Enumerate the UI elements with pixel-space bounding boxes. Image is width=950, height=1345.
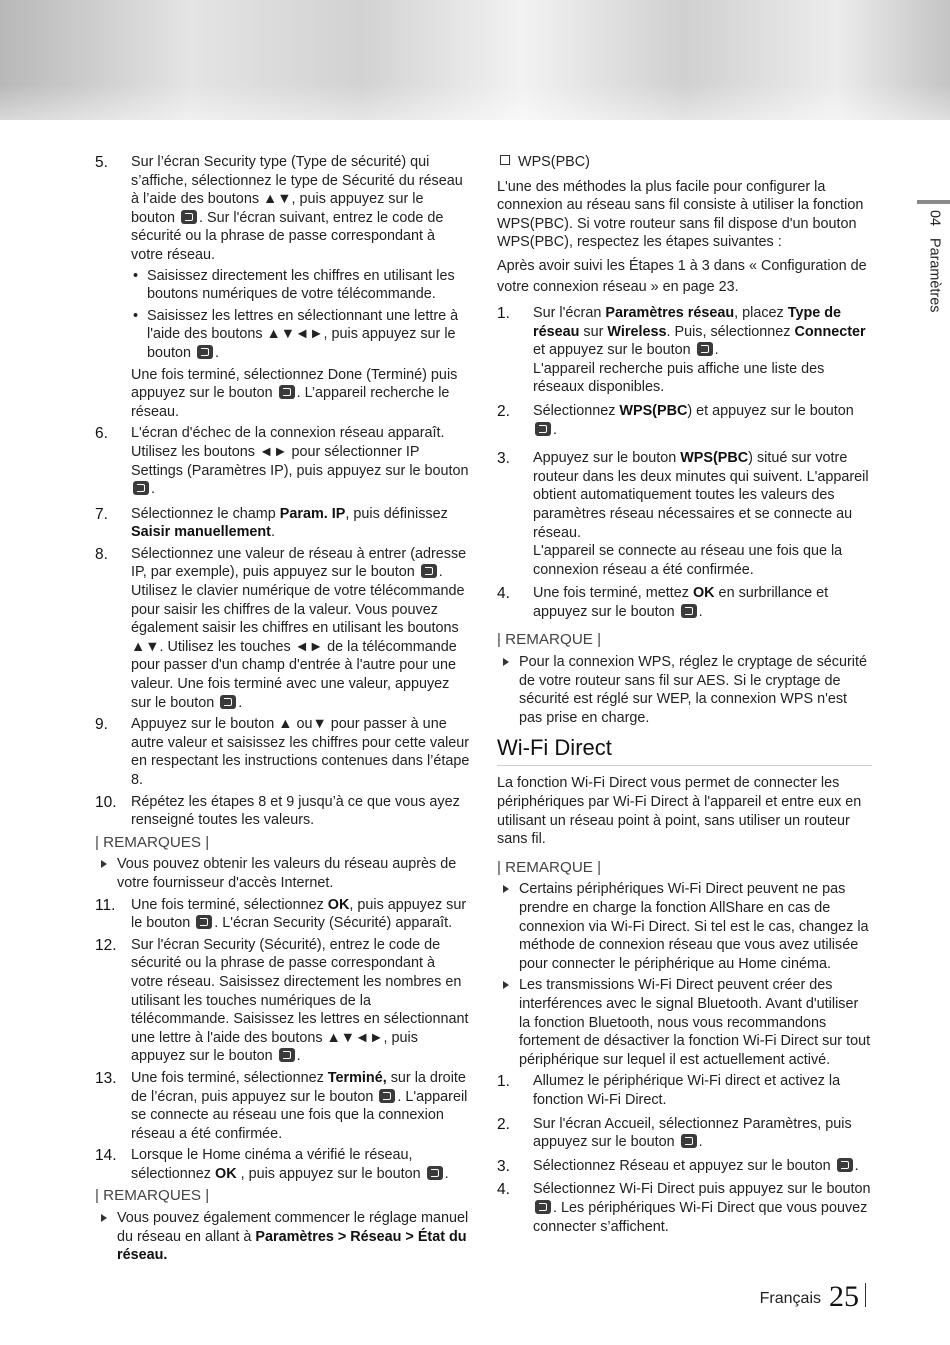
step-number: 3. (497, 450, 510, 468)
step-text: Allumez le périphérique Wi-Fi direct et activez la fonction Wi-Fi Direct. (533, 1073, 841, 1108)
chapter-number: 04 (926, 210, 943, 227)
step-text: . L'appareil se connecte au réseau une fois que la connexion réseau a été confirmée. (131, 1088, 468, 1142)
step-text: . L'écran Security (Sécurité) apparaît. (214, 915, 453, 932)
step-text: . (698, 603, 703, 620)
chapter-title: Paramètres (926, 238, 943, 313)
page-number: 25 (829, 1280, 859, 1313)
bullet-text: . (215, 344, 220, 361)
step-text: ) situé sur votre routeur dans les deux minutes qui suivent. L'appareil obtient automatiquement toutes les valeurs des paramètres réseau nécessaires et se connecte au réseau. (533, 450, 869, 541)
step-number: 4. (497, 585, 510, 603)
note-item: Vous pouvez obtenir les valeurs du réseau auprès de votre fournisseur d'accès Internet. (95, 855, 470, 892)
step-text: . (270, 524, 275, 541)
wps-prerequisite: Après avoir suivi les Étapes 1 à 3 dans « Configuration de votre connexion réseau » en page 23. (497, 257, 867, 295)
note-item: Les transmissions Wi-Fi Direct peuvent créer des interférences avec le signal Bluetooth. Avant d'utiliser la fonction Bluetooth, nous vous recommandons fortement de désactiver la fonction Wi-Fi Direct sur tout périphérique sur lequel il est actuellement activé. (497, 976, 872, 1069)
note-text-bold: Paramètres > Réseau > État du réseau. (117, 1228, 467, 1264)
wifi-step-1 (497, 1072, 872, 1109)
step-text: . (854, 1157, 859, 1174)
enter-button-icon (279, 1048, 295, 1062)
step-number: 12. (95, 936, 117, 954)
step-text: Sélectionnez Réseau et appuyez sur le bouton (533, 1157, 831, 1174)
enter-button-icon (197, 345, 213, 359)
step-text-bold: Paramètres réseau (605, 304, 735, 321)
step-text: et appuyez sur le bouton (533, 342, 691, 359)
step-9 (95, 715, 470, 789)
step-6 (95, 424, 470, 498)
step-text: Sur l’écran Security type (Type de sécurité) qui s’affiche, sélectionnez le type de Sécurité du réseau à l’aide des boutons ▲▼, puis appuyez sur le bouton (131, 154, 463, 226)
enter-button-icon (133, 481, 149, 495)
enter-button-icon (421, 564, 437, 578)
wps-heading (497, 153, 872, 172)
note-heading: | REMARQUE | (497, 631, 602, 649)
step-text: sur la droite de l’écran, puis appuyez sur le bouton (131, 1069, 466, 1105)
step-text: Appuyez sur le bouton ▲ ou▼ pour passer à une autre valeur et saisissez les chiffres pour cette valeur en respectant les instructions contenues dans l’étape 8. (131, 716, 470, 788)
wps-step-2 (497, 402, 872, 439)
wps-intro: L'une des méthodes la plus facile pour configurer la connexion au réseau sans fil consiste à utiliser la fonction WPS(PBC). Si votre routeur sans fil dispose d'un bouton WPS(PBC), respectez les étapes suivantes : (497, 178, 864, 251)
step-text: Une fois terminé, sélectionnez (131, 896, 328, 913)
step-text: , puis appuyez sur le bouton (236, 1165, 421, 1182)
wifi-direct-title: Wi-Fi Direct (497, 735, 872, 766)
step-text: L'appareil recherche puis affiche une liste des réseaux disponibles. (533, 360, 825, 396)
left-column (95, 153, 470, 1268)
step-text-bold: WPS(PBC (680, 450, 749, 467)
wifi-direct-intro: La fonction Wi-Fi Direct vous permet de connecter les périphériques par Wi-Fi Direct à l'appareil et entre eux en utilisant un réseau point à point, sans utiliser un routeur sans fil. (497, 775, 862, 848)
step-text-bold: Terminé, (327, 1069, 387, 1086)
step-text: Sur l'écran (533, 304, 606, 321)
step-number: 7. (95, 505, 108, 523)
step-text: . (698, 1134, 703, 1151)
step-text: Sélectionnez le champ (131, 505, 280, 522)
step-text: . Sur l'écran suivant, entrez le code de sécurité ou la phrase de passe correspondant à votre réseau. (131, 209, 444, 263)
step-12 (95, 936, 470, 1066)
step-text: Lorsque le Home cinéma a vérifié le réseau, sélectionnez (131, 1147, 413, 1182)
enter-button-icon (837, 1158, 853, 1172)
enter-button-icon (697, 342, 713, 356)
step-text: , puis appuyez sur le bouton (131, 896, 467, 932)
step-text-bold: Param. IP (279, 505, 346, 522)
enter-button-icon (535, 1200, 551, 1214)
step-text: L'appareil se connecte au réseau une fois que la connexion réseau a été confirmée. (533, 543, 843, 578)
enter-button-icon (379, 1089, 395, 1103)
step-8 (95, 545, 470, 712)
note-heading: | REMARQUE | (497, 858, 602, 876)
step-number: 6. (95, 425, 108, 443)
enter-button-icon (220, 695, 236, 709)
step-text: . Utilisez le clavier numérique de votre télécommande pour saisir les chiffres de la valeur. Vous pouvez également saisir les chiffres en utilisant les boutons ▲▼. Utilisez les touches ◄► de la télécommande pour passer d'un champ d'entrée à l'autre pour une valeur. Une fois terminé avec une valeur, appuyez sur le bouton (131, 564, 465, 711)
step-7 (95, 505, 470, 542)
step-number: 1. (497, 304, 510, 322)
step-text: sur (579, 323, 608, 340)
step-text: . Les périphériques Wi-Fi Direct que vous pouvez connecter s’affichent. (533, 1199, 868, 1235)
step-number: 8. (95, 545, 108, 563)
step-number: 14. (95, 1147, 117, 1165)
wps-step-3 (497, 449, 872, 579)
right-column (497, 153, 872, 1239)
enter-button-icon (279, 385, 295, 399)
step-text: Sur l'écran Accueil, sélectionnez Paramètres, puis appuyez sur le bouton (533, 1115, 852, 1151)
step-text: . (444, 1165, 449, 1182)
note-item: Pour la connexion WPS, réglez le cryptage de sécurité de votre routeur sans fil sur AES. Si le cryptage de sécurité est réglé sur WEP, la connexion WPS n'est pas prise en charge. (497, 653, 872, 727)
step-text: L'écran d'échec de la connexion réseau apparaît. Utilisez les boutons ◄► pour sélectionner IP Settings (Paramètres IP), puis appuyez sur le bouton (131, 425, 469, 479)
step-text: . L’appareil recherche le réseau. (131, 385, 450, 420)
checkbox-icon (500, 155, 510, 165)
step-text: . Puis, sélectionnez (666, 323, 795, 340)
step-number: 4. (497, 1181, 510, 1199)
wps-step-4 (497, 584, 872, 621)
enter-button-icon (681, 1134, 697, 1148)
bullet-text: Saisissez les lettres en sélectionnant une lettre à l'aide des boutons ▲▼◄►, puis appuyez sur le bouton (147, 307, 459, 361)
step-text-bold: OK (215, 1165, 237, 1182)
step-text: Une fois terminé, mettez (533, 585, 693, 602)
step-text: Une fois terminé, sélectionnez Done (Terminé) puis appuyez sur le bouton (131, 366, 458, 402)
enter-button-icon (181, 210, 197, 224)
step-number: 3. (497, 1157, 510, 1175)
step-text: Sur l'écran Security (Sécurité), entrez le code de sécurité ou la phrase de passe correspondant à votre réseau. Saisissez directement les nombres en utilisant les touches numériques de la télécommande. Saisissez les lettres en sélectionnant une lettre à l'aide des boutons ▲▼◄►, puis appuyez sur le bouton (131, 936, 469, 1065)
step-14 (95, 1146, 470, 1183)
enter-button-icon (681, 604, 697, 618)
step-text: , puis définissez (345, 505, 448, 522)
step-text: Sélectionnez Wi-Fi Direct puis appuyez sur le bouton (533, 1181, 871, 1198)
page-footer (760, 1277, 866, 1313)
chapter-tab (917, 200, 950, 340)
step-text: . (238, 694, 243, 711)
step-text: ) et appuyez sur le bouton (687, 402, 854, 419)
step-number: 10. (95, 793, 117, 811)
wps-step-1 (497, 304, 872, 397)
step-text-bold: Connecter (794, 323, 866, 340)
step-text: Une fois terminé, sélectionnez (131, 1069, 328, 1086)
header-banner (0, 0, 950, 120)
notes-heading: | REMARQUES | (95, 833, 210, 851)
step-5 (95, 153, 470, 421)
bullet-item (131, 267, 470, 304)
bullet-text: Saisissez directement les chiffres en utilisant les boutons numériques de votre télécommande. (147, 267, 455, 303)
step-text: . (296, 1048, 301, 1065)
step-text-bold: OK (327, 896, 350, 913)
enter-button-icon (196, 915, 212, 929)
bullet-item (131, 307, 470, 363)
step-text: . (714, 342, 719, 359)
step-text-bold: OK (692, 585, 715, 602)
wifi-step-4 (497, 1180, 872, 1236)
step-number: 11. (95, 896, 116, 914)
enter-button-icon (427, 1166, 443, 1180)
wifi-step-3 (497, 1157, 872, 1176)
chapter-tab-bar (917, 200, 950, 204)
note-item (95, 1209, 470, 1265)
step-text: , placez (734, 304, 788, 321)
wifi-step-2 (497, 1115, 872, 1152)
step-text: Appuyez sur le bouton (533, 450, 681, 467)
step-number: 9. (95, 716, 108, 734)
enter-button-icon (535, 422, 551, 436)
step-text: en surbrillance et appuyez sur le bouton (533, 585, 829, 620)
note-item: Certains périphériques Wi-Fi Direct peuvent ne pas prendre en charge la fonction AllShare en cas de connexion via Wi-Fi Direct. Si tel est le cas, changez la méthode de connexion réseau que vous avez utilisée pour connecter le périphérique au Home cinéma. (497, 880, 872, 973)
step-11 (95, 896, 470, 933)
step-10 (95, 793, 470, 830)
step-number: 5. (95, 154, 108, 171)
footer-language: Français (759, 1290, 821, 1308)
step-13 (95, 1069, 470, 1143)
wps-heading-text: WPS(PBC) (518, 154, 590, 170)
notes-heading: | REMARQUES | (95, 1187, 210, 1205)
step-text: . (553, 421, 557, 438)
step-text-bold: Type de réseau (533, 304, 842, 340)
step-number: 1. (497, 1073, 510, 1091)
step-text: . (151, 481, 155, 498)
chapter-tab-label (925, 210, 944, 312)
step-text-bold: WPS(PBC (619, 402, 688, 419)
step-number: 2. (497, 402, 510, 420)
step-text: Répétez les étapes 8 et 9 jusqu’à ce que vous ayez renseigné toutes les valeurs. (131, 793, 460, 829)
footer-divider (865, 1283, 866, 1307)
step-text: Sélectionnez une valeur de réseau à entrer (adresse IP, par exemple), puis appuyez sur le bouton (131, 545, 467, 581)
step-text-bold: Wireless (607, 323, 667, 340)
note-text: Vous pouvez également commencer le réglage manuel du réseau en allant à (117, 1210, 469, 1245)
step-text: Sélectionnez (533, 402, 620, 419)
step-number: 13. (95, 1069, 117, 1087)
step-text-bold: Saisir manuellement (131, 524, 271, 541)
step-number: 2. (497, 1115, 510, 1133)
